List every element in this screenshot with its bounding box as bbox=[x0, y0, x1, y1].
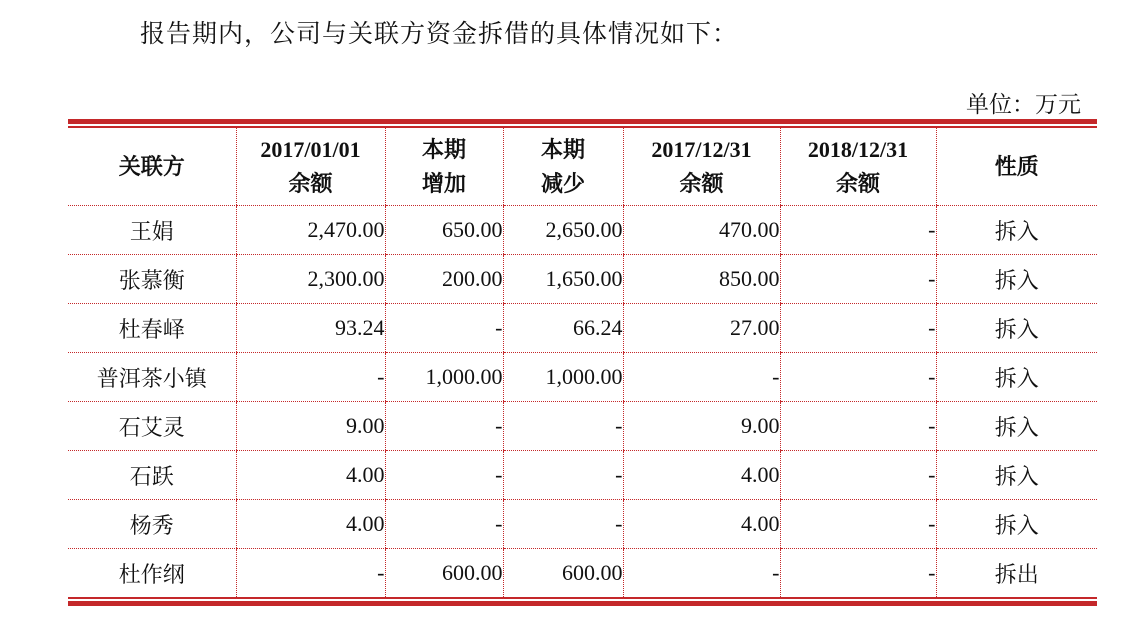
cell-decrease: - bbox=[503, 402, 623, 451]
cell-balance-2017-end: 4.00 bbox=[623, 500, 780, 549]
cell-balance-2017-end: 850.00 bbox=[623, 255, 780, 304]
cell-nature: 拆入 bbox=[936, 255, 1097, 304]
cell-balance-2018-end: - bbox=[780, 402, 936, 451]
header-balance-2018-12-31: 2018/12/31 余额 bbox=[780, 128, 936, 206]
cell-nature: 拆入 bbox=[936, 353, 1097, 402]
cell-balance-start: 2,470.00 bbox=[236, 206, 385, 255]
cell-increase: - bbox=[385, 451, 503, 500]
cell-party: 普洱茶小镇 bbox=[68, 353, 236, 402]
table-row bbox=[68, 206, 1097, 255]
cell-balance-2018-end: - bbox=[780, 255, 936, 304]
cell-nature: 拆出 bbox=[936, 549, 1097, 598]
table-header-row bbox=[68, 128, 1097, 206]
cell-balance-2018-end: - bbox=[780, 500, 936, 549]
cell-party: 张慕衡 bbox=[68, 255, 236, 304]
cell-increase: 1,000.00 bbox=[385, 353, 503, 402]
table-top-rule-thick bbox=[68, 119, 1097, 124]
table-row bbox=[68, 353, 1097, 402]
header-balance-2017-01-01: 2017/01/01 余额 bbox=[236, 128, 385, 206]
cell-party: 王娟 bbox=[68, 206, 236, 255]
cell-increase: - bbox=[385, 304, 503, 353]
fund-lending-table bbox=[68, 128, 1097, 597]
cell-balance-start: - bbox=[236, 549, 385, 598]
cell-party: 杜作纲 bbox=[118, 562, 185, 588]
cell-balance-2018-end: - bbox=[780, 549, 936, 598]
cell-balance-2018-end: - bbox=[780, 451, 936, 500]
cell-balance-start: 93.24 bbox=[236, 304, 385, 353]
cell-nature: 拆入 bbox=[936, 304, 1097, 353]
cell-increase: - bbox=[385, 500, 503, 549]
cell-balance-start: 4.00 bbox=[236, 451, 385, 500]
cell-nature: 拆入 bbox=[936, 206, 1097, 255]
cell-balance-start: - bbox=[236, 353, 385, 402]
table-row bbox=[68, 304, 1097, 353]
cell-decrease: - bbox=[503, 451, 623, 500]
cell-nature: 拆入 bbox=[936, 451, 1097, 500]
table-row bbox=[68, 255, 1097, 304]
cell-decrease: 600.00 bbox=[503, 549, 623, 598]
cell-decrease: - bbox=[503, 500, 623, 549]
header-related-party: 关联方 bbox=[68, 128, 236, 206]
table-row bbox=[68, 451, 1097, 500]
cell-increase: 600.00 bbox=[385, 549, 503, 598]
cell-increase: 650.00 bbox=[385, 206, 503, 255]
table-row bbox=[68, 549, 1097, 598]
intro-paragraph: 报告期内，公司与关联方资金拆借的具体情况如下： bbox=[140, 19, 739, 48]
table-bottom-rule-thin bbox=[68, 597, 1097, 599]
cell-balance-start: 9.00 bbox=[236, 402, 385, 451]
table-row bbox=[68, 500, 1097, 549]
cell-increase: 200.00 bbox=[385, 255, 503, 304]
cell-balance-2017-end: - bbox=[623, 549, 780, 598]
cell-balance-start: 2,300.00 bbox=[236, 255, 385, 304]
cell-nature: 拆入 bbox=[936, 500, 1097, 549]
cell-increase: - bbox=[385, 402, 503, 451]
cell-balance-2017-end: 9.00 bbox=[623, 402, 780, 451]
header-balance-2017-12-31: 2017/12/31 余额 bbox=[623, 128, 780, 206]
table-bottom-rule-thick bbox=[68, 601, 1097, 606]
cell-balance-2018-end: - bbox=[780, 206, 936, 255]
cell-balance-2018-end: - bbox=[780, 304, 936, 353]
unit-label: 单位：万元 bbox=[966, 92, 1081, 118]
cell-party: 杨秀 bbox=[68, 500, 236, 549]
cell-balance-2017-end: - bbox=[623, 353, 780, 402]
cell-decrease: 1,000.00 bbox=[503, 353, 623, 402]
cell-balance-2017-end: 470.00 bbox=[623, 206, 780, 255]
cell-party: 石艾灵 bbox=[68, 402, 236, 451]
cell-decrease: 66.24 bbox=[503, 304, 623, 353]
header-period-decrease: 本期 减少 bbox=[503, 128, 623, 206]
cell-party: 杜春峄 bbox=[68, 304, 236, 353]
table-row bbox=[68, 402, 1097, 451]
cell-balance-2017-end: 27.00 bbox=[623, 304, 780, 353]
header-period-increase: 本期 增加 bbox=[385, 128, 503, 206]
cell-balance-2017-end: 4.00 bbox=[623, 451, 780, 500]
cell-balance-2018-end: - bbox=[780, 353, 936, 402]
cell-nature: 拆入 bbox=[936, 402, 1097, 451]
header-nature: 性质 bbox=[936, 128, 1097, 206]
cell-decrease: 1,650.00 bbox=[503, 255, 623, 304]
cell-party: 石跃 bbox=[68, 451, 236, 500]
cell-balance-start: 4.00 bbox=[236, 500, 385, 549]
cell-decrease: 2,650.00 bbox=[503, 206, 623, 255]
